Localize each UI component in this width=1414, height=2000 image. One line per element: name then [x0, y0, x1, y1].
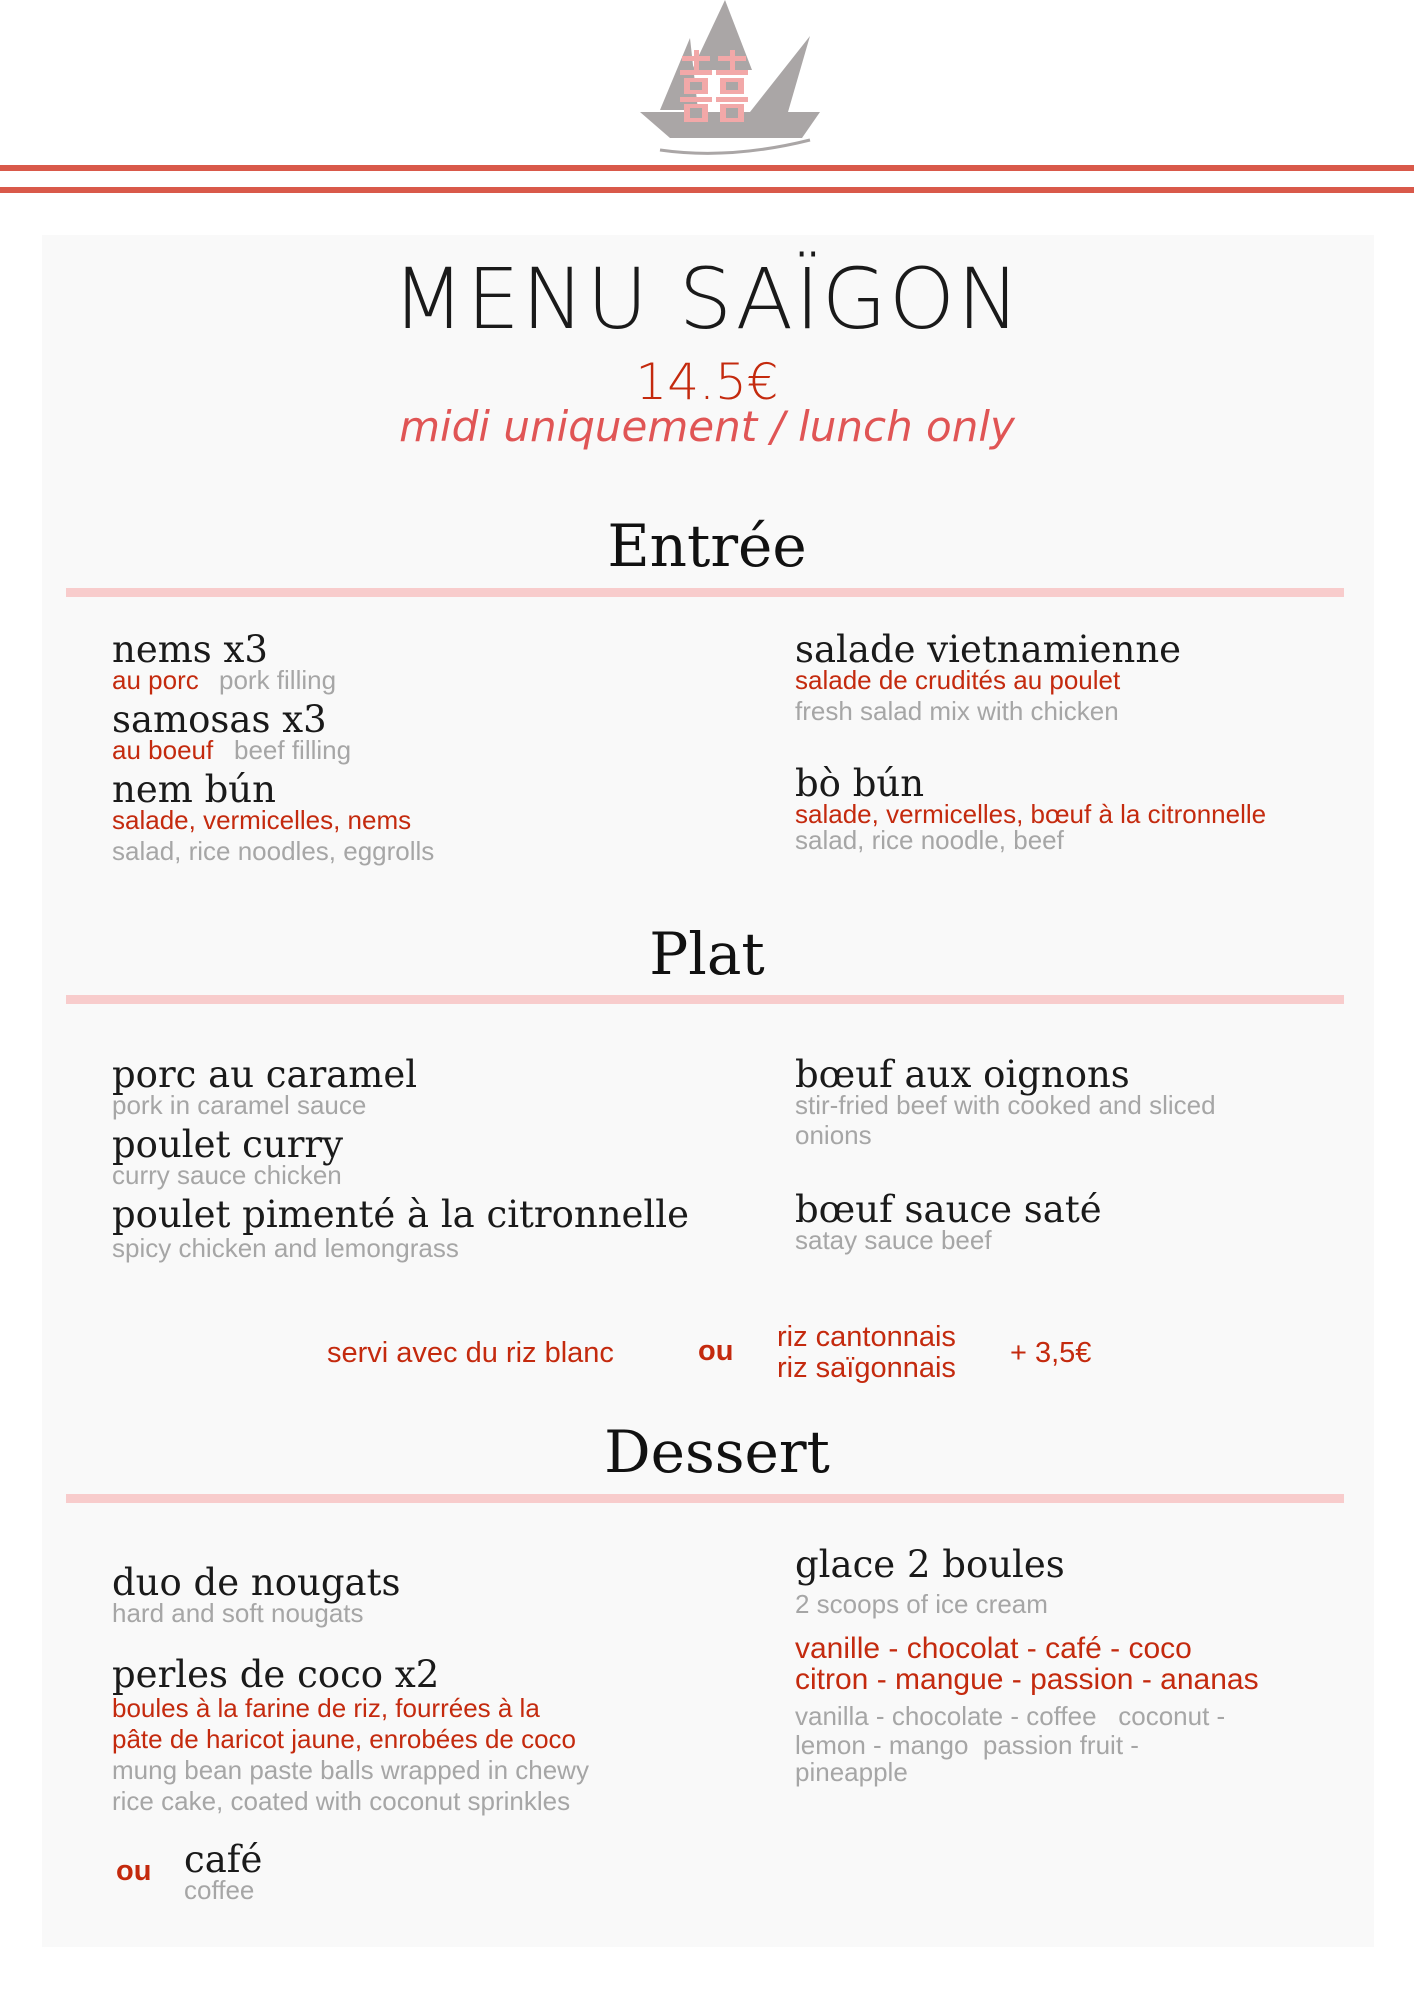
top-rule-1	[0, 165, 1414, 171]
dish-name: samosas x3	[112, 698, 327, 741]
dish-desc-fr-line-2: pâte de haricot jaune, enrobées de coco	[112, 1724, 577, 1754]
top-rule-2	[0, 187, 1414, 193]
dish-desc-fr-line-1: boules à la farine de riz, fourrées à la	[112, 1693, 540, 1723]
dish-desc-en: beef filling	[234, 735, 352, 765]
rice-served-text: servi avec du riz blanc	[327, 1337, 614, 1369]
dish-desc-en-line-1: stir-fried beef with cooked and sliced	[795, 1090, 1216, 1120]
dish-desc-en: coffee	[184, 1875, 255, 1905]
dish-desc-en: salad, rice noodle, beef	[795, 825, 1064, 855]
dish-name: café	[184, 1838, 263, 1881]
menu-subtitle: midi uniquement / lunch only	[399, 402, 1015, 451]
dish-name: porc au caramel	[112, 1053, 418, 1096]
rice-extra-price: + 3,5€	[1010, 1337, 1092, 1369]
dish-name: salade vietnamienne	[795, 628, 1182, 671]
boat-logo-icon	[620, 0, 820, 165]
dish-name: poulet curry	[112, 1123, 343, 1166]
dish-desc-en: pork filling	[219, 665, 337, 695]
dish-desc-fr: au boeuf	[112, 735, 214, 765]
dish-poulet-pimente	[112, 1193, 689, 1263]
dish-desc-fr: salade de crudités au poulet	[795, 665, 1121, 695]
glace-flavors-en-line-2: lemon - mango passion fruit -	[795, 1730, 1139, 1760]
dish-duo-nougats	[112, 1561, 401, 1628]
dish-desc-en: hard and soft nougats	[112, 1598, 364, 1628]
section-heading-entree: Entrée	[607, 512, 807, 580]
section-rule-plat	[66, 995, 1344, 1004]
dish-nems	[112, 628, 337, 695]
dish-desc-en-line-1: mung bean paste balls wrapped in chewy	[112, 1755, 589, 1785]
dish-name: perles de coco x2	[112, 1653, 440, 1696]
dish-boeuf-oignons	[795, 1053, 1216, 1150]
dish-name: bœuf sauce saté	[795, 1188, 1102, 1231]
menu-title: MENU SAÏGON	[392, 250, 1022, 348]
dish-name: nem bún	[112, 768, 276, 811]
dish-desc-en-line-2: onions	[795, 1120, 872, 1150]
dish-desc-en: spicy chicken and lemongrass	[112, 1233, 459, 1263]
dish-desc-fr: salade, vermicelles, bœuf à la citronnelle	[795, 799, 1267, 829]
dish-desc-fr: au porc	[112, 665, 199, 695]
dish-desc-en: curry sauce chicken	[112, 1160, 342, 1190]
dish-name: poulet pimenté à la citronnelle	[112, 1193, 689, 1236]
dish-desc-en: satay sauce beef	[795, 1225, 992, 1255]
section-heading-dessert: Dessert	[604, 1418, 830, 1486]
dish-name: glace 2 boules	[795, 1543, 1065, 1586]
dish-porc-caramel	[112, 1053, 418, 1120]
dessert-or-text: ou	[116, 1855, 152, 1887]
dish-glace	[795, 1543, 1259, 1787]
dish-desc-en: salad, rice noodles, eggrolls	[112, 836, 435, 866]
dish-name: bœuf aux oignons	[795, 1053, 1130, 1096]
dish-perles-coco	[112, 1653, 589, 1816]
dish-cafe	[184, 1838, 263, 1905]
dish-samosas	[112, 698, 352, 765]
dish-nem-bun	[112, 768, 435, 866]
dish-desc-en-line-2: rice cake, coated with coconut sprinkles	[112, 1786, 571, 1816]
glace-flavors-en-line-3: pineapple	[795, 1757, 908, 1787]
dish-desc-fr: salade, vermicelles, nems	[112, 805, 412, 835]
dish-salade-vietnamienne	[795, 628, 1182, 726]
dish-name: nems x3	[112, 628, 268, 671]
section-rule-dessert	[66, 1494, 1344, 1503]
rice-option-cantonnais: riz cantonnais	[777, 1321, 956, 1353]
glace-flavors-en-line-1: vanilla - chocolate - coffee coconut -	[795, 1701, 1226, 1731]
dish-name: duo de nougats	[112, 1561, 401, 1604]
section-heading-plat: Plat	[649, 920, 765, 988]
dish-boeuf-sate	[795, 1188, 1102, 1255]
section-rule-entree	[66, 588, 1344, 597]
dish-desc-en: 2 scoops of ice cream	[795, 1589, 1048, 1619]
glace-flavors-fr-line-1: vanille - chocolat - café - coco	[795, 1632, 1192, 1665]
menu-price: 14.5€	[635, 353, 779, 411]
rice-option-saigonnais: riz saïgonnais	[777, 1352, 956, 1384]
dish-desc-en: fresh salad mix with chicken	[795, 696, 1119, 726]
rice-or-text: ou	[698, 1335, 734, 1367]
dish-desc-en: pork in caramel sauce	[112, 1090, 367, 1120]
dish-bo-bun	[795, 762, 1267, 855]
glace-flavors-fr-line-2: citron - mangue - passion - ananas	[795, 1663, 1259, 1696]
dish-name: bò bún	[795, 762, 925, 805]
dish-poulet-curry	[112, 1123, 343, 1190]
